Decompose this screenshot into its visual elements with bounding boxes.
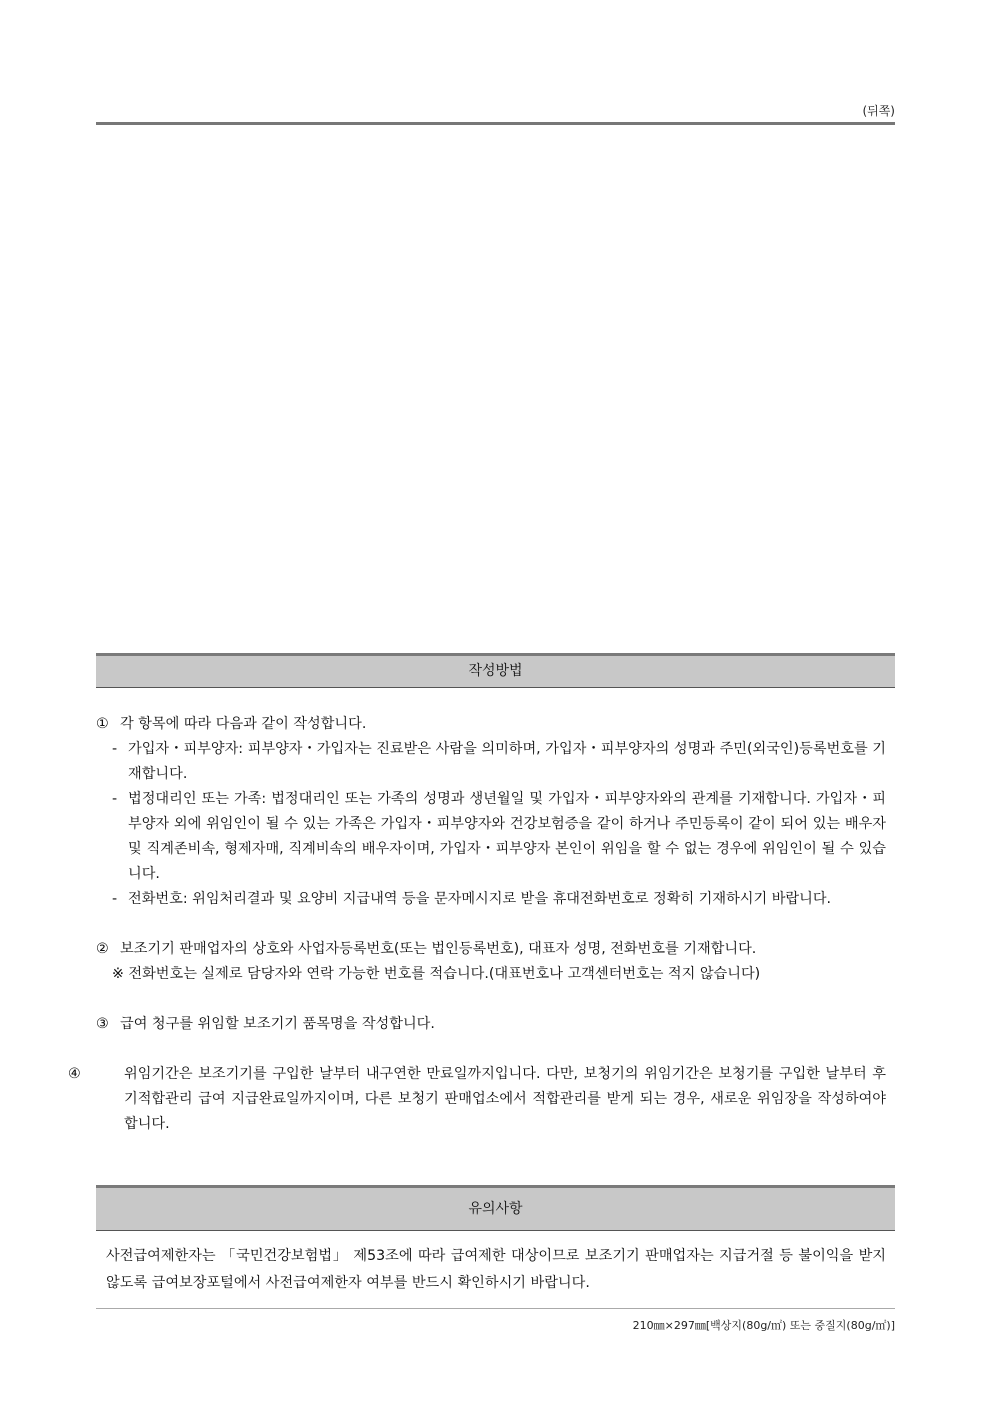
instructions-list xyxy=(68,712,886,1137)
item-text: 보조기기 판매업자의 상호와 사업자등록번호(또는 법인등록번호), 대표자 성명, 전화번호를 기재합니다. xyxy=(120,941,757,957)
instruction-item-1 xyxy=(96,712,886,912)
sub-item-text: 가입자・피부양자: 피부양자・가입자는 진료받은 사람을 의미하며, 가입자・피부양자의 성명과 주민(외국인)등록번호를 기재합니다. xyxy=(128,741,886,782)
bottom-divider xyxy=(96,1308,895,1309)
sub-item-subscriber: - 가입자・피부양자: 피부양자・가입자는 진료받은 사람을 의미하며, 가입자・피부양자의 성명과 주민(외국인)등록번호를 기재합니다. xyxy=(112,741,886,782)
instruction-item-2 xyxy=(96,937,886,987)
notes-text: 사전급여제한자는 「국민건강보험법」 제53조에 따라 급여제한 대상이므로 보조기기 판매업자는 지급거절 등 불이익을 받지 않도록 급여보장포털에서 사전급여제한자 여부를 반드시 확인하시기 바랍니다. xyxy=(106,1248,886,1291)
item-number: ① xyxy=(96,716,109,732)
method-section-header: 작성방법 xyxy=(96,653,895,688)
page-side-label: (뒤쪽) xyxy=(862,104,895,118)
item-number: ③ xyxy=(96,1016,109,1032)
item-text: 위임기간은 보조기기를 구입한 날부터 내구연한 만료일까지입니다. 다만, 보청기의 위임기간은 보청기를 구입한 날부터 후기적합관리 급여 지급완료일까지이며, 다른 보청기 판매업소에서 적합관리를 받게 되는 경우, 새로운 위임장을 작성하여야 합니다. xyxy=(124,1066,886,1132)
instruction-item-4 xyxy=(68,1062,886,1137)
item-number: ④ xyxy=(68,1066,81,1082)
item-text: 각 항목에 따라 다음과 같이 작성합니다. xyxy=(120,716,367,732)
item-number: ② xyxy=(96,941,109,957)
instruction-item-3 xyxy=(96,1012,886,1037)
item-text: 급여 청구를 위임할 보조기기 품목명을 작성합니다. xyxy=(120,1016,435,1032)
sub-item-text: 법정대리인 또는 가족: 법정대리인 또는 가족의 성명과 생년월일 및 가입자・피부양자와의 관계를 기재합니다. 가입자・피부양자 외에 위임인이 될 수 있는 가족은 가입자・피부양자와 건강보험증을 같이 하거나 주민등록이 같이 되어 있는 배우자 및 직계존비속, 형제자매, 직계비속의 배우자이며, 가입자・피부양자 본인이 위임을 할 수 없는 경우에 위임인이 될 수 있습니다. xyxy=(128,791,886,882)
sub-item-legal-rep: - 법정대리인 또는 가족: 법정대리인 또는 가족의 성명과 생년월일 및 가입자・피부양자와의 관계를 기재합니다. 가입자・피부양자 외에 위임인이 될 수 있는 가족은 가입자・피부양자와 건강보험증을 같이 하거나 주민등록이 같이 되어 있는 배우자 및 직계존비속, 형제자매, 직계비속의 배우자이며, 가입자・피부양자 본인이 위임을 할 수 없는 경우에 위임인이 될 수 있습니다. xyxy=(112,791,886,882)
sub-item-phone: - 전화번호: 위임처리결과 및 요양비 지급내역 등을 문자메시지로 받을 휴대전화번호로 정확히 기재하시기 바랍니다. xyxy=(112,891,832,907)
notes-section-header: 유의사항 xyxy=(96,1185,895,1231)
paper-spec-label: 210㎜×297㎜[백상지(80g/㎡) 또는 중질지(80g/㎡)] xyxy=(632,1319,895,1332)
item-note: ※ 전화번호는 실제로 담당자와 연락 가능한 번호를 적습니다.(대표번호나 고객센터번호는 적지 않습니다) xyxy=(112,966,761,982)
sub-item-text: 전화번호: 위임처리결과 및 요양비 지급내역 등을 문자메시지로 받을 휴대전화번호로 정확히 기재하시기 바랍니다. xyxy=(128,891,832,907)
top-divider xyxy=(96,122,895,125)
